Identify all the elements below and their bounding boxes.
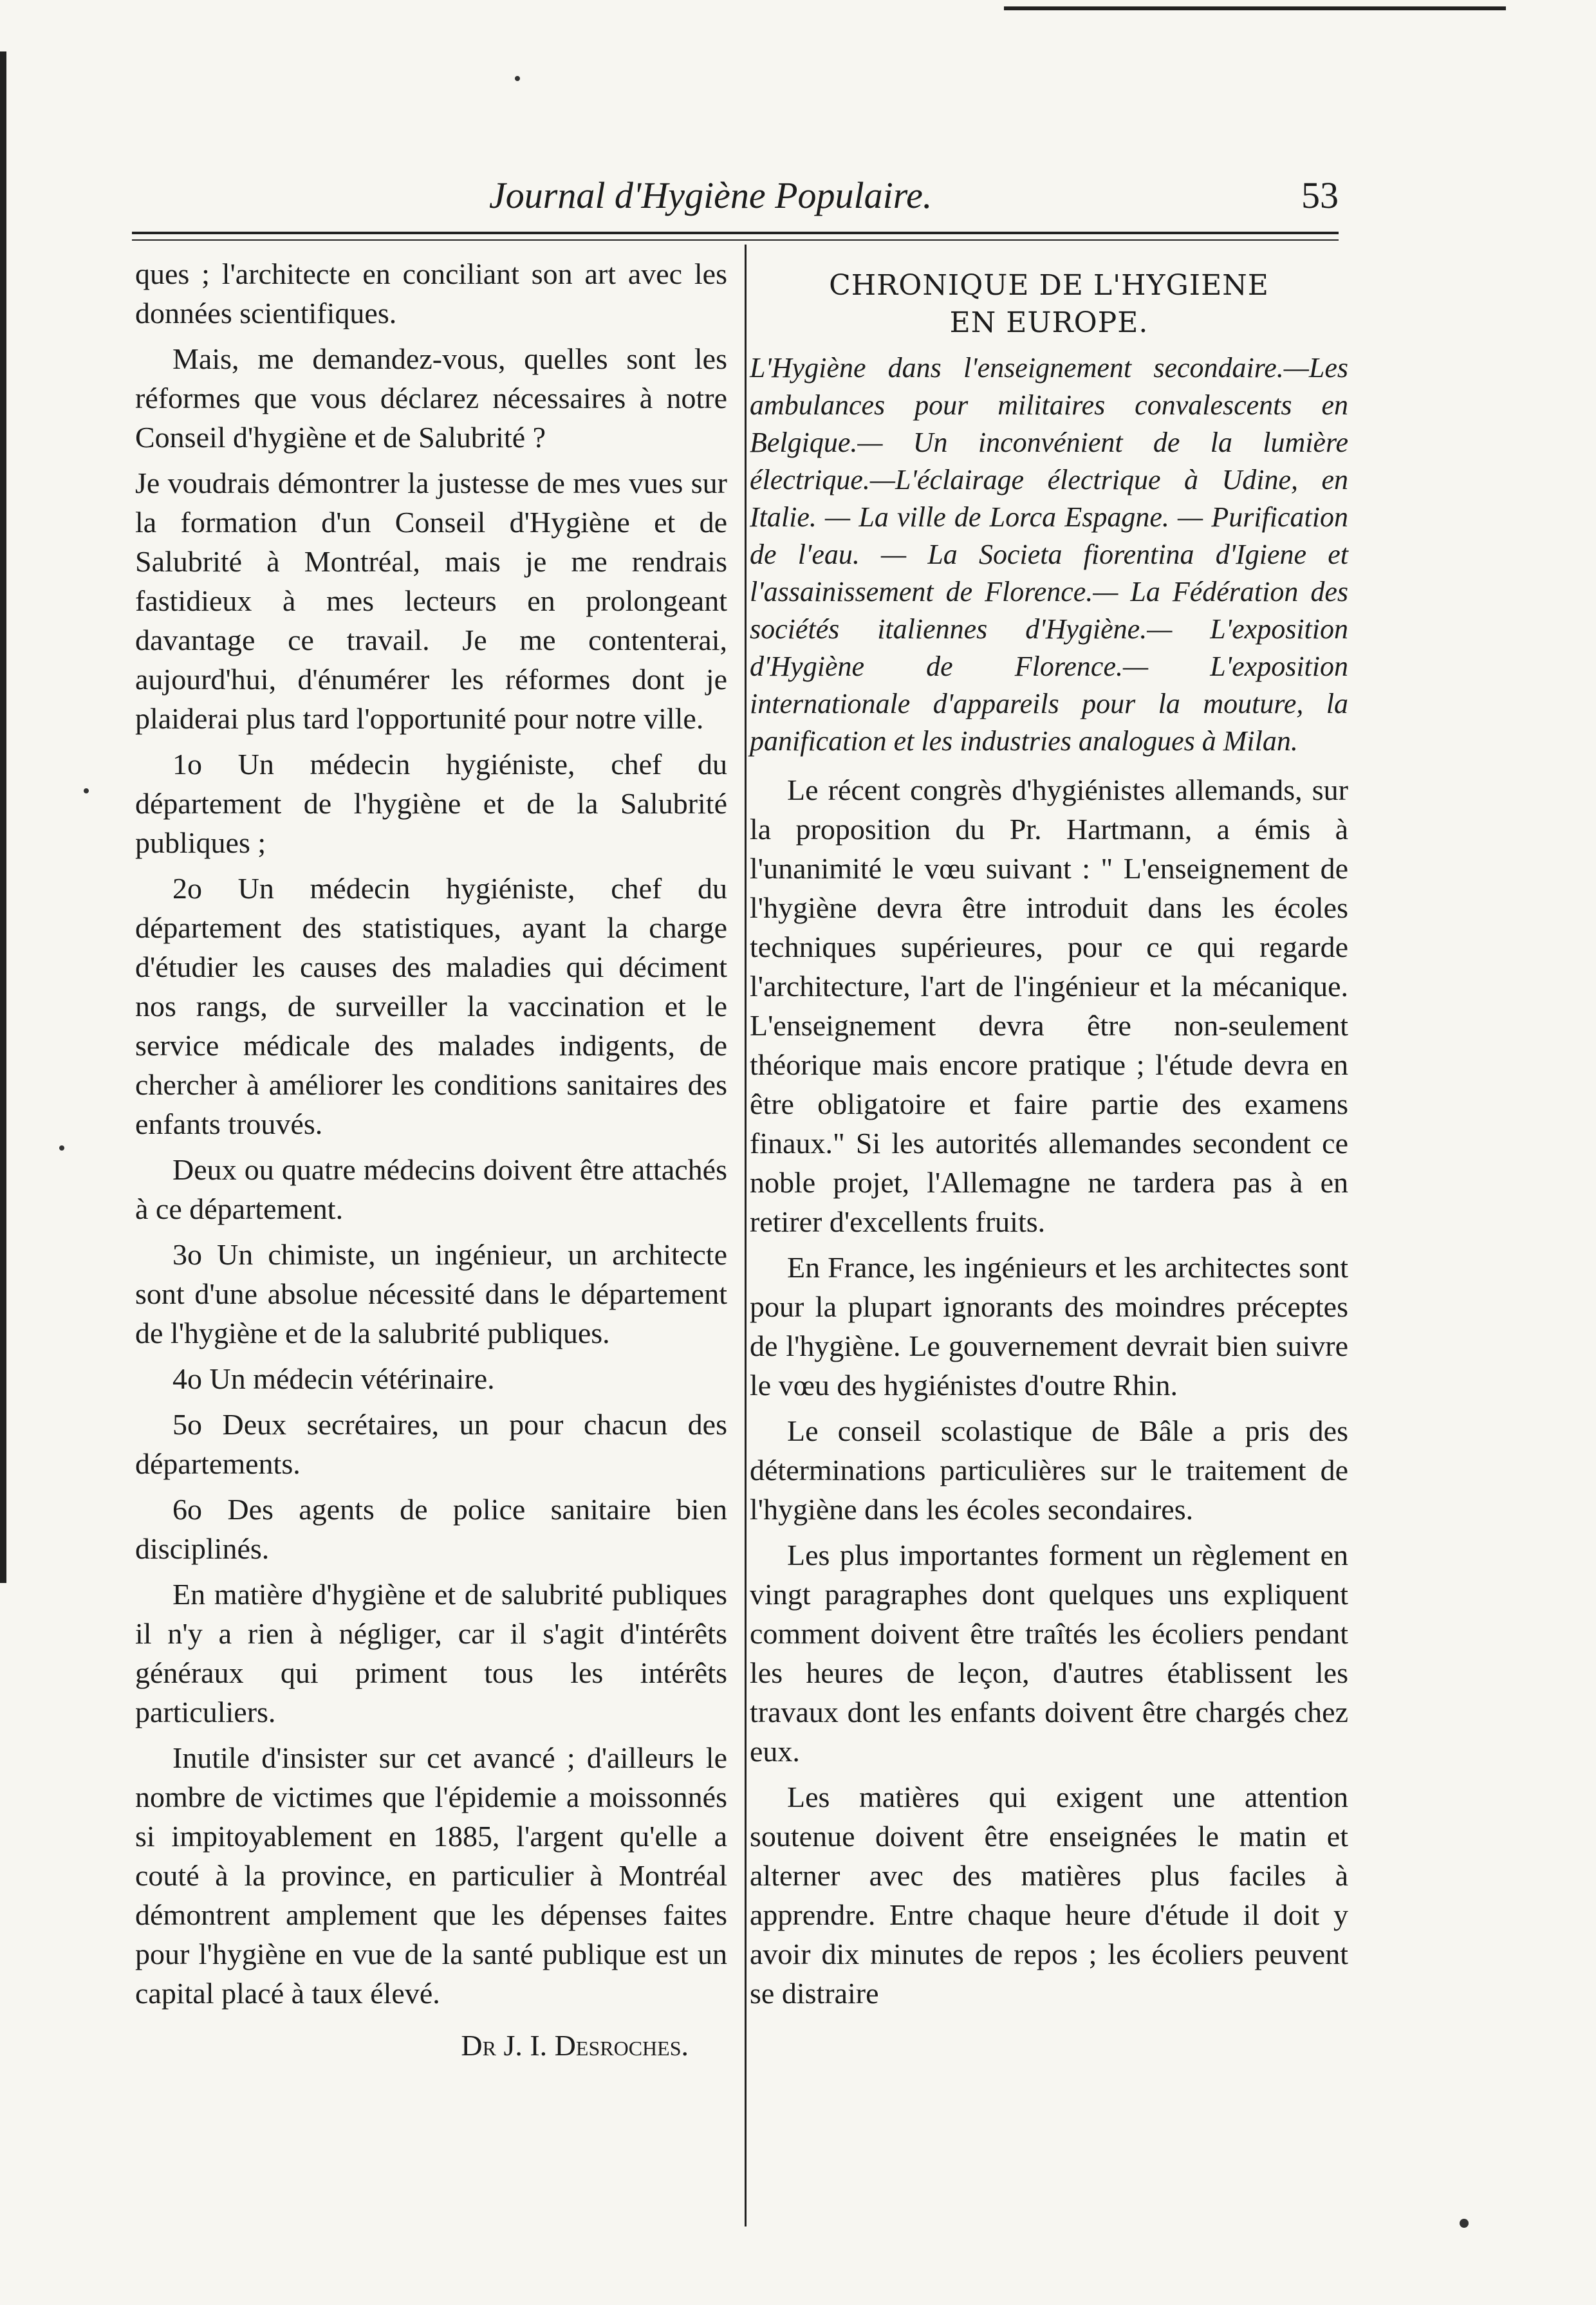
page-number: 53 — [1301, 174, 1339, 216]
page-edge-shadow — [0, 51, 6, 1583]
paragraph: Le récent congrès d'hygiénistes allemands, sur la proposition du Pr. Hartmann, a émis à l'unanimité le vœu suivant : " L'enseignement de l'hygiène devra être introduit dans les écoles techniques supérieures, pour ce qui regarde l'architecture, l'art de l'ingénieur et la mécanique. L'enseignement devra être non-seulement théorique mais encore pratique ; l'étude devra en être obligatoire et faire partie des examens finaux." Si les autorités allemandes secondent ce noble projet, l'Allemagne ne tardera pas à en retirer d'excellents fruits. — [750, 773, 1348, 1238]
paragraph: Les matières qui exigent une attention soutenue doivent être enseignées le matin et alterner avec des matières plus faciles à apprendre. Entre chaque heure d'étude il doit y avoir dix minutes de repos ; les écoliers peuvent se distraire — [750, 1781, 1348, 2010]
column-divider — [745, 245, 747, 2226]
list-item: 4o Un médecin vétérinaire. — [172, 1362, 495, 1395]
list-item: 3o Un chimiste, un ingénieur, un architecte sont d'une absolue nécessité dans le département de l'hygiène et de la salubrité publiques. — [135, 1238, 727, 1349]
speck — [515, 76, 520, 81]
paragraph: En matière d'hygiène et de salubrité publiques il n'y a rien à négliger, car il s'agit d'intérêts généraux qui priment tous les intérêts particuliers. — [135, 1578, 727, 1728]
journal-title: Journal d'Hygiène Populaire. — [489, 174, 933, 216]
speck — [59, 1145, 64, 1151]
author-signature: Dr J. I. Desroches. — [461, 2029, 689, 2062]
section-title-line: EN EUROPE. — [949, 306, 1149, 339]
section-title-line: CHRONIQUE DE L'HYGIENE — [829, 269, 1269, 302]
speck — [84, 788, 89, 793]
header-rule-thick — [132, 232, 1339, 234]
list-item: 2o Un médecin hygiéniste, chef du département des statistiques, ayant la charge d'étudier les causes des maladies qui déciment nos rangs, de surveiller la vaccination et le service médicale des malades indigents, de chercher à améliorer les conditions sanitaires des enfants trouvés. — [135, 872, 727, 1140]
left-column — [135, 254, 727, 2065]
paragraph: ques ; l'architecte en conciliant son art avec les données scientifiques. — [135, 257, 727, 329]
page-edge-top-line — [1004, 6, 1506, 10]
section-summary: L'Hygiène dans l'enseignement secondaire.—Les ambulances pour militaires convalescents en Belgique.— Un inconvénient de la lumière électrique.—L'éclairage électrique à Udine, en Italie. — La ville de Lorca Espagne. — Purification de l'eau. — La Societa fiorentina d'Igiene et l'assainissement de Florence.— La Fédération des sociétés italiennes d'Hygiène.— L'exposition d'Hygiène de Florence.— L'exposition internationale d'appareils pour la mouture, la panification et les industries analogues à Milan. — [750, 352, 1348, 757]
section-title — [750, 267, 1348, 342]
paragraph: Mais, me demandez-vous, quelles sont les réformes que vous déclarez nécessaires à notre Conseil d'hygiène et de Salubrité ? — [135, 342, 727, 454]
right-column — [750, 254, 1348, 2019]
paragraph: Les plus importantes forment un règlement en vingt paragraphes dont quelques uns expliquent comment doivent être traîtés les écoliers pendant les heures de leçon, d'autres établissent les travaux dont les enfants doivent être chargés chez eux. — [750, 1539, 1348, 1768]
header-rule-thin — [132, 239, 1339, 241]
speck — [1460, 2219, 1469, 2228]
paragraph: En France, les ingénieurs et les architectes sont pour la plupart ignorants des moindres préceptes de l'hygiène. Le gouvernement devrait bien suivre le vœu des hygiénistes d'outre Rhin. — [750, 1251, 1348, 1402]
list-item: 1o Un médecin hygiéniste, chef du département de l'hygiène et de la Salubrité publiques ; — [135, 748, 727, 859]
page-header — [129, 174, 1339, 225]
paragraph: Le conseil scolastique de Bâle a pris des déterminations particulières sur le traitement de l'hygiène dans les écoles secondaires. — [750, 1414, 1348, 1526]
list-item: 5o Deux secrétaires, un pour chacun des départements. — [135, 1408, 727, 1480]
paragraph: Deux ou quatre médecins doivent être attachés à ce département. — [135, 1153, 727, 1225]
list-item: 6o Des agents de police sanitaire bien disciplinés. — [135, 1493, 727, 1565]
paragraph: Je voudrais démontrer la justesse de mes vues sur la formation d'un Conseil d'Hygiène et de Salubrité à Montréal, mais je me rendrais fastidieux à mes lecteurs en prolongeant davantage ce travail. Je me contenterai, aujourd'hui, d'énumérer les réformes dont je plaiderai plus tard l'opportunité pour notre ville. — [135, 467, 727, 735]
paragraph: Inutile d'insister sur cet avancé ; d'ailleurs le nombre de victimes que l'épidemie a moissonnés si impitoyablement en 1885, l'argent qu'elle a couté à la province, en particulier à Montréal démontrent amplement que les dépenses faites pour l'hygiène en vue de la santé publique est un capital placé à taux élevé. — [135, 1741, 727, 2010]
